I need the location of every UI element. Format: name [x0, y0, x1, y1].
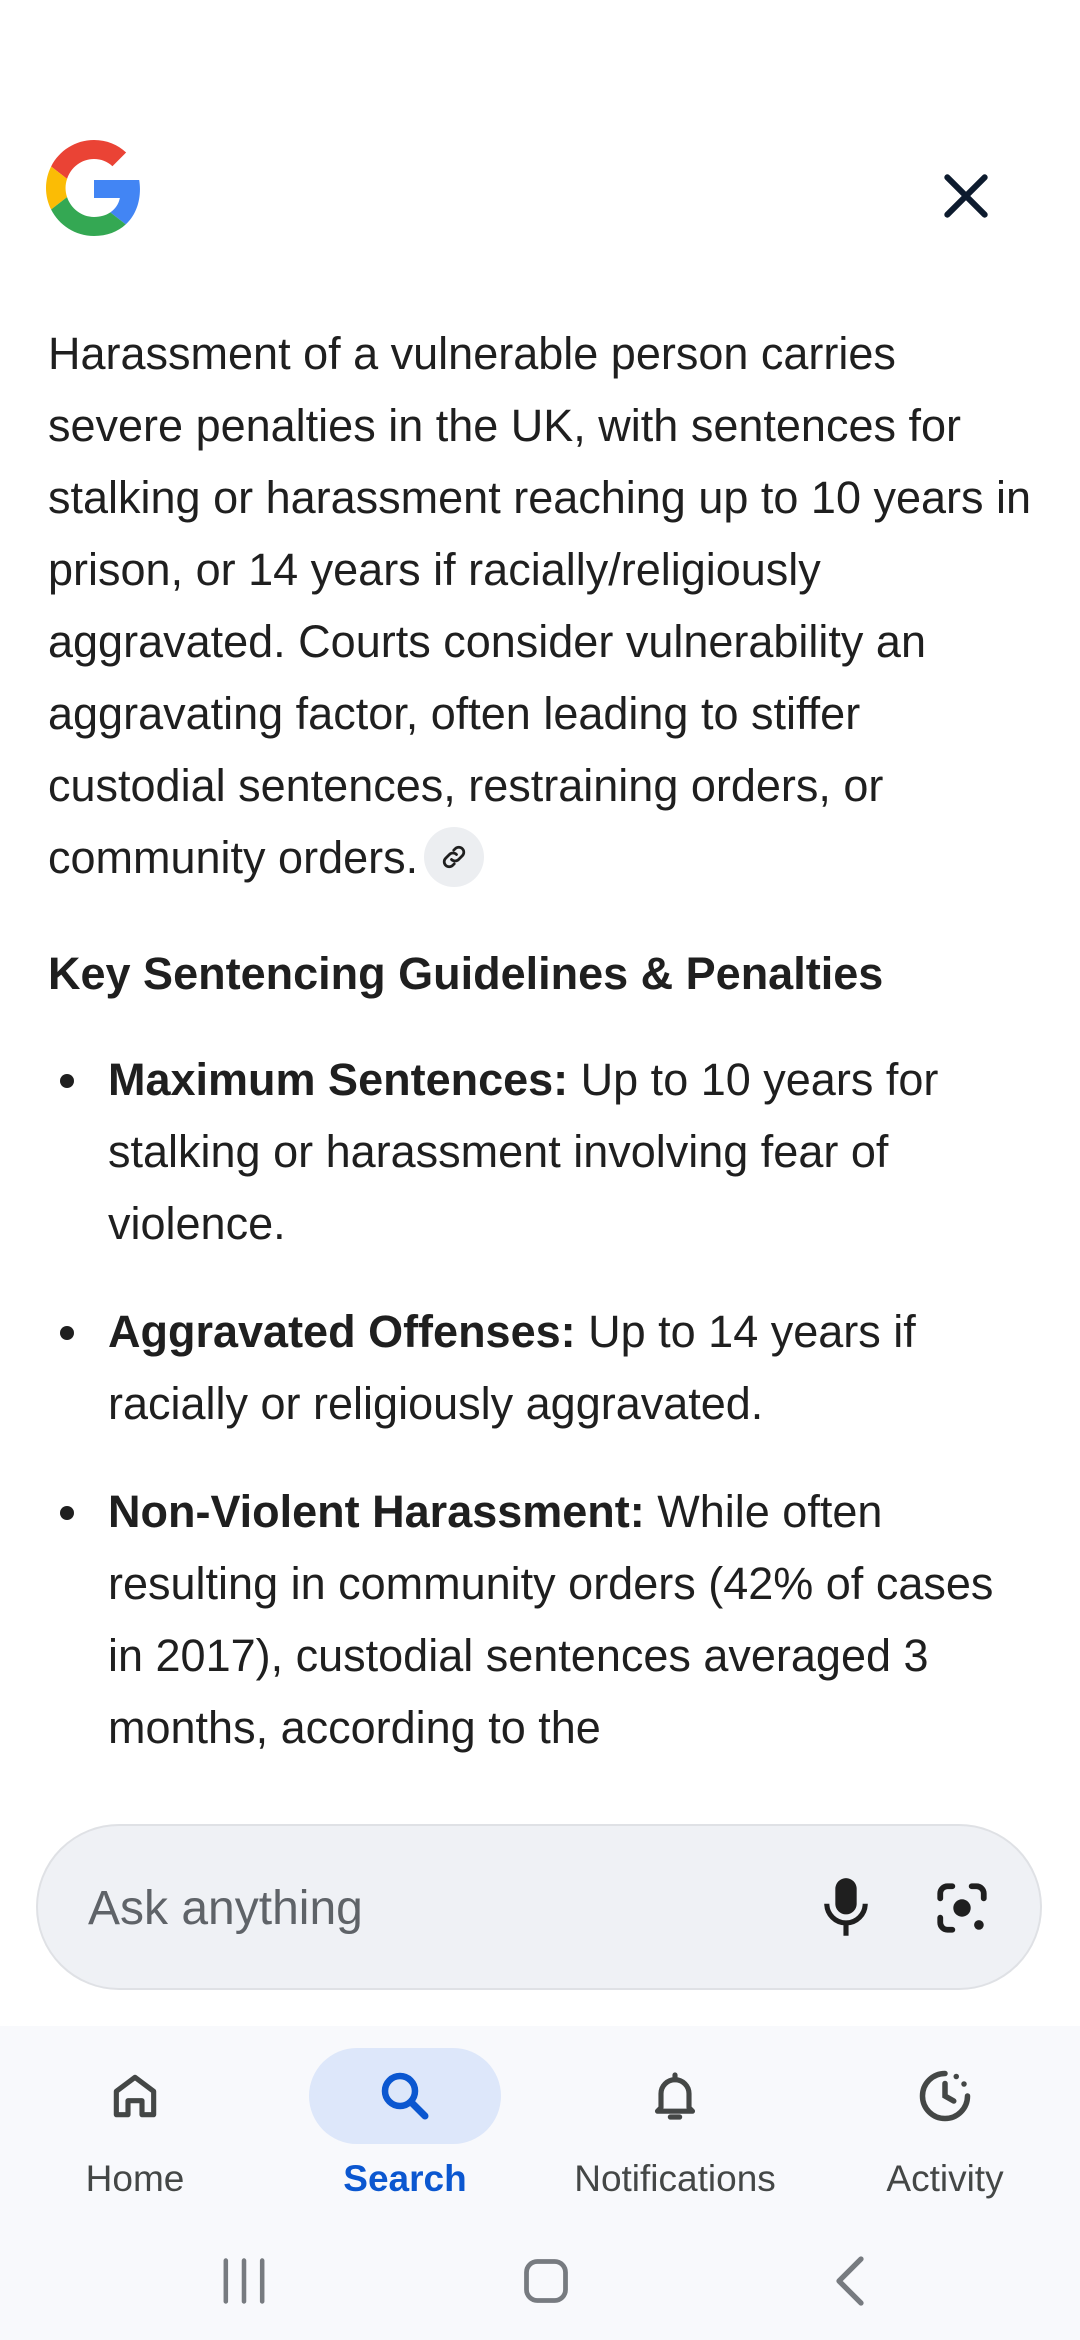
list-item	[48, 1044, 1038, 1260]
nav-item-notifications[interactable]	[540, 2036, 810, 2216]
bullet-label: Non-Violent Harassment:	[108, 1486, 645, 1537]
system-navigation-bar	[0, 2226, 1080, 2340]
voice-search-button[interactable]	[804, 1866, 888, 1950]
back-button[interactable]	[800, 2246, 900, 2316]
bullet-text: Up to 10 years for stalking or harassment involving fear of violence.	[108, 1054, 939, 1249]
top-bar	[0, 0, 1080, 300]
recent-apps-button[interactable]	[194, 2246, 294, 2316]
google-g-logo	[46, 140, 142, 236]
home-square-icon	[520, 2255, 572, 2307]
nav-icon-container	[39, 2048, 231, 2144]
nav-label: Notifications	[574, 2158, 776, 2199]
recent-apps-icon	[216, 2256, 272, 2306]
search-bar	[36, 1824, 1042, 1990]
ai-answer	[48, 318, 1038, 1778]
activity-icon	[915, 2066, 975, 2126]
search-icon	[375, 2066, 435, 2126]
search-input[interactable]	[86, 1826, 790, 1990]
list-item	[48, 1476, 1038, 1764]
nav-label: Search	[343, 2158, 467, 2199]
answer-intro-text: Harassment of a vulnerable person carries severe penalties in the UK, with sentences for stalking or harassment reaching up to 10 years in prison, or 14 years if racially/religiously aggravated. Courts consider vulnerability an aggravating factor, often leading to stiffer custodial sentences, restraining orders, or community orders.	[48, 328, 1032, 883]
close-icon	[938, 168, 994, 224]
nav-item-activity[interactable]	[810, 2036, 1080, 2216]
list-item	[48, 1296, 1038, 1440]
home-system-button[interactable]	[496, 2246, 596, 2316]
guidelines-list	[48, 1044, 1038, 1764]
bullet-label: Maximum Sentences:	[108, 1054, 569, 1105]
bottom-navigation	[0, 2026, 1080, 2226]
bullet-text: Up to 14 years if racially or religiously aggravated.	[108, 1306, 916, 1429]
answer-intro	[48, 318, 1038, 894]
bell-icon	[647, 2068, 703, 2124]
microphone-icon	[820, 1876, 872, 1940]
nav-icon-container	[579, 2048, 771, 2144]
bullet-label: Aggravated Offenses:	[108, 1306, 576, 1357]
nav-label: Home	[85, 2158, 185, 2199]
home-icon	[107, 2068, 163, 2124]
bullet-text: While often resulting in community orders (42% of cases in 2017), custodial sentences averaged 3 months, according to the	[108, 1486, 994, 1753]
back-chevron-icon	[828, 2253, 872, 2309]
nav-icon-container	[849, 2048, 1041, 2144]
camera-lens-icon	[933, 1879, 991, 1937]
link-icon	[439, 842, 469, 872]
close-button[interactable]	[926, 156, 1006, 236]
lens-search-button[interactable]	[920, 1866, 1004, 1950]
nav-label: Activity	[886, 2158, 1004, 2199]
nav-item-home[interactable]	[0, 2036, 270, 2216]
section-heading: Key Sentencing Guidelines & Penalties	[48, 948, 884, 999]
nav-item-search[interactable]	[270, 2036, 540, 2216]
nav-icon-container	[309, 2048, 501, 2144]
source-link-button[interactable]	[424, 827, 484, 887]
